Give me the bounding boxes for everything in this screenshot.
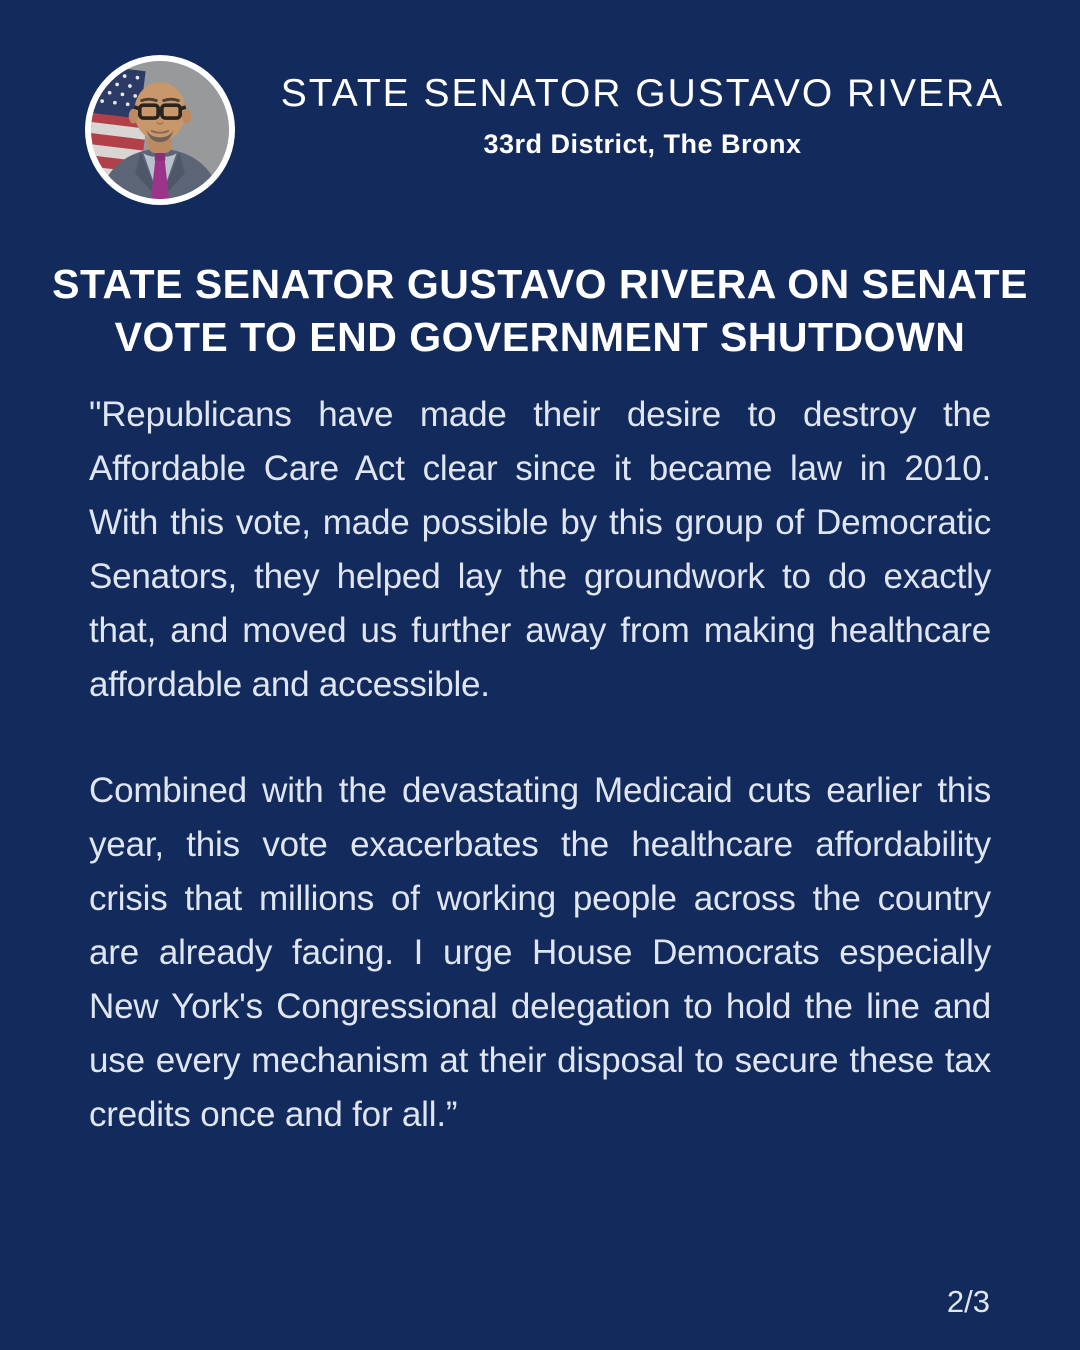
- statement-paragraph-1: "Republicans have made their desire to destroy the Affordable Care Act clear since it became law in 2010. With this vote, made possible by this group of Democratic Senators, they helped lay the groundwork to do exactly that, and moved us further away from making healthcare affordable and accessible.: [89, 395, 991, 704]
- statement-body: [89, 388, 991, 1142]
- statement-paragraph-2: Combined with the devastating Medicaid cuts earlier this year, this vote exacerbates the healthcare affordability crisis that millions of working people across the country are already facing. I urge House Democrats especially New York's Congressional delegation to hold the line and use every mechanism at their disposal to secure these tax credits once and for all.”: [89, 771, 991, 1134]
- page-title-line-1: STATE SENATOR GUSTAVO RIVERA ON SENATE: [52, 261, 1028, 307]
- header-text: [245, 72, 1040, 160]
- page-title: [30, 258, 1050, 364]
- header-district: 33rd District, The Bronx: [483, 129, 802, 159]
- senator-portrait-icon: [91, 61, 229, 199]
- header: [0, 0, 1080, 215]
- page-indicator: 2/3: [946, 1284, 990, 1319]
- senator-avatar: [85, 55, 235, 205]
- header-name: STATE SENATOR GUSTAVO RIVERA: [280, 72, 1005, 115]
- page-title-line-2: VOTE TO END GOVERNMENT SHUTDOWN: [114, 314, 966, 360]
